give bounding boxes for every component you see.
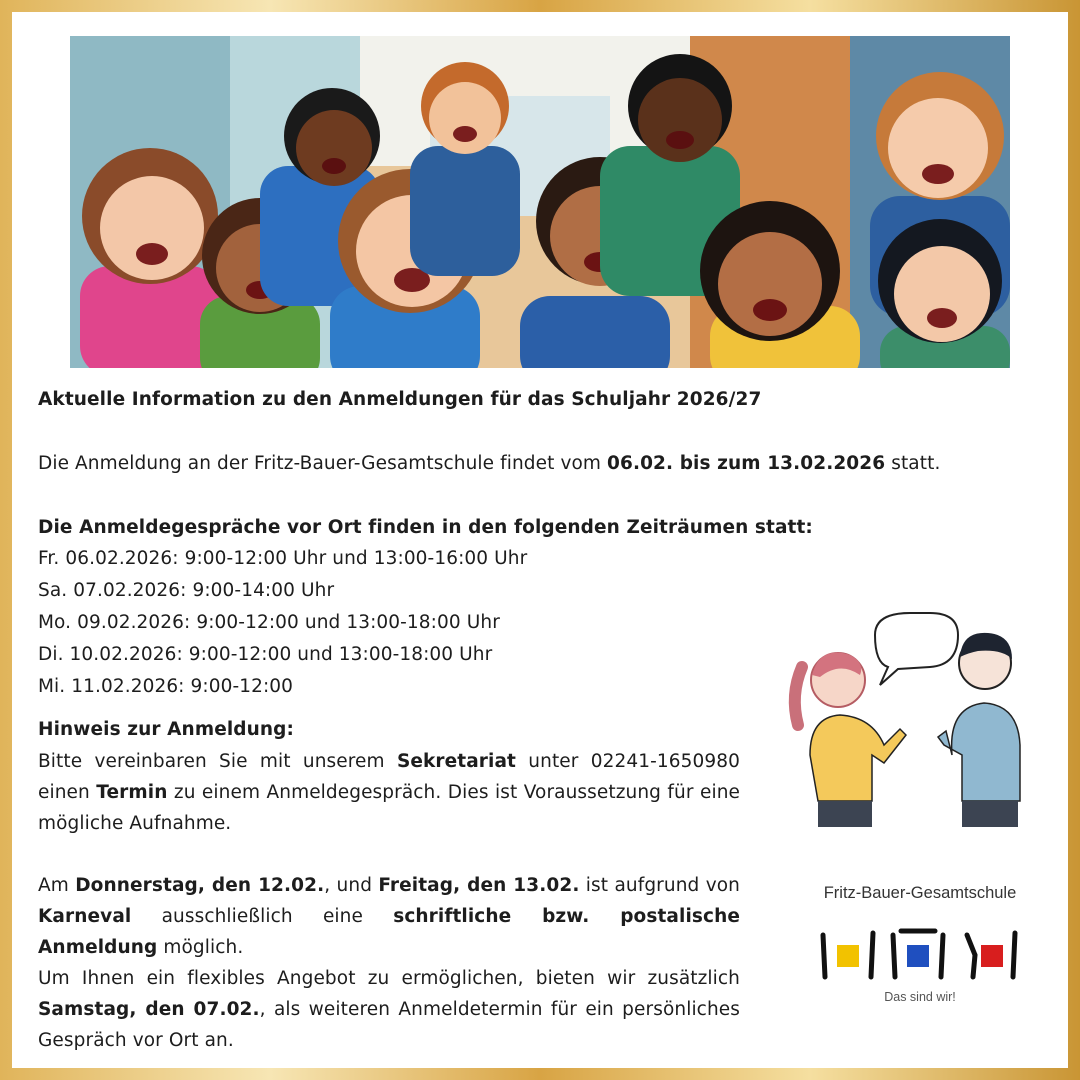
intro-paragraph xyxy=(38,448,940,480)
school-tagline: Das sind wir! xyxy=(884,990,956,1004)
school-name-logo: Fritz-Bauer-Gesamtschule xyxy=(823,884,1017,902)
conversation-illustration xyxy=(780,605,1040,835)
notice-title: Hinweis zur Anmeldung: xyxy=(38,719,295,740)
schedule-item: Sa. 07.02.2026: 9:00-14:00 Uhr xyxy=(38,580,335,601)
schedule-item: Mi. 11.02.2026: 9:00-12:00 xyxy=(38,676,294,697)
registration-period: 06.02. bis zum 13.02.2026 xyxy=(607,453,886,474)
red-square xyxy=(981,945,1003,967)
hero-illustration-children xyxy=(70,36,1010,368)
schedule-item: Mo. 09.02.2026: 9:00-12:00 und 13:00-18:00 Uhr xyxy=(38,612,500,633)
blue-square xyxy=(907,945,929,967)
intro-text: Die Anmeldung an der Fritz-Bauer-Gesamtschule findet vom xyxy=(38,453,608,474)
schedule-item: Di. 10.02.2026: 9:00-12:00 und 13:00-18:00 Uhr xyxy=(38,644,493,665)
yellow-square xyxy=(837,945,859,967)
page-title: Aktuelle Information zu den Anmeldungen für das Schuljahr 2026/27 xyxy=(38,389,762,410)
child-figure xyxy=(410,62,520,276)
intro-text-end: statt. xyxy=(885,453,941,474)
saturday-paragraph: Um Ihnen ein flexibles Angebot zu ermöglichen, bieten wir zusätzlich Samstag, den 07.02., als weiteren Anmeldetermin für ein persönliches Gespräch vor Ort an. xyxy=(38,968,740,1051)
schedule-list xyxy=(38,543,527,703)
appointment-label: Termin xyxy=(96,782,168,803)
carnival-paragraph: Am Donnerstag, den 12.02., und Freitag, den 13.02. ist aufgrund von Karneval ausschließlich eine schriftliche bzw. postalische Anmeldung möglich. xyxy=(38,875,741,958)
schedule-title: Die Anmeldegespräche vor Ort finden in den folgenden Zeiträumen statt: xyxy=(38,517,813,538)
schedule-item: Fr. 06.02.2026: 9:00-12:00 Uhr und 13:00-16:00 Uhr xyxy=(38,548,528,569)
secretariat-label: Sekretariat xyxy=(396,751,517,772)
notice-paragraph: Bitte vereinbaren Sie mit unserem Sekretariat unter 02241-1650980 einen Termin zu einem Anmeldegespräch. Dies ist Voraussetzung für eine mögliche Aufnahme. xyxy=(38,751,740,834)
child-figure xyxy=(80,148,220,368)
speech-bubble-icon xyxy=(875,613,958,685)
school-logo-mark xyxy=(815,925,1025,985)
